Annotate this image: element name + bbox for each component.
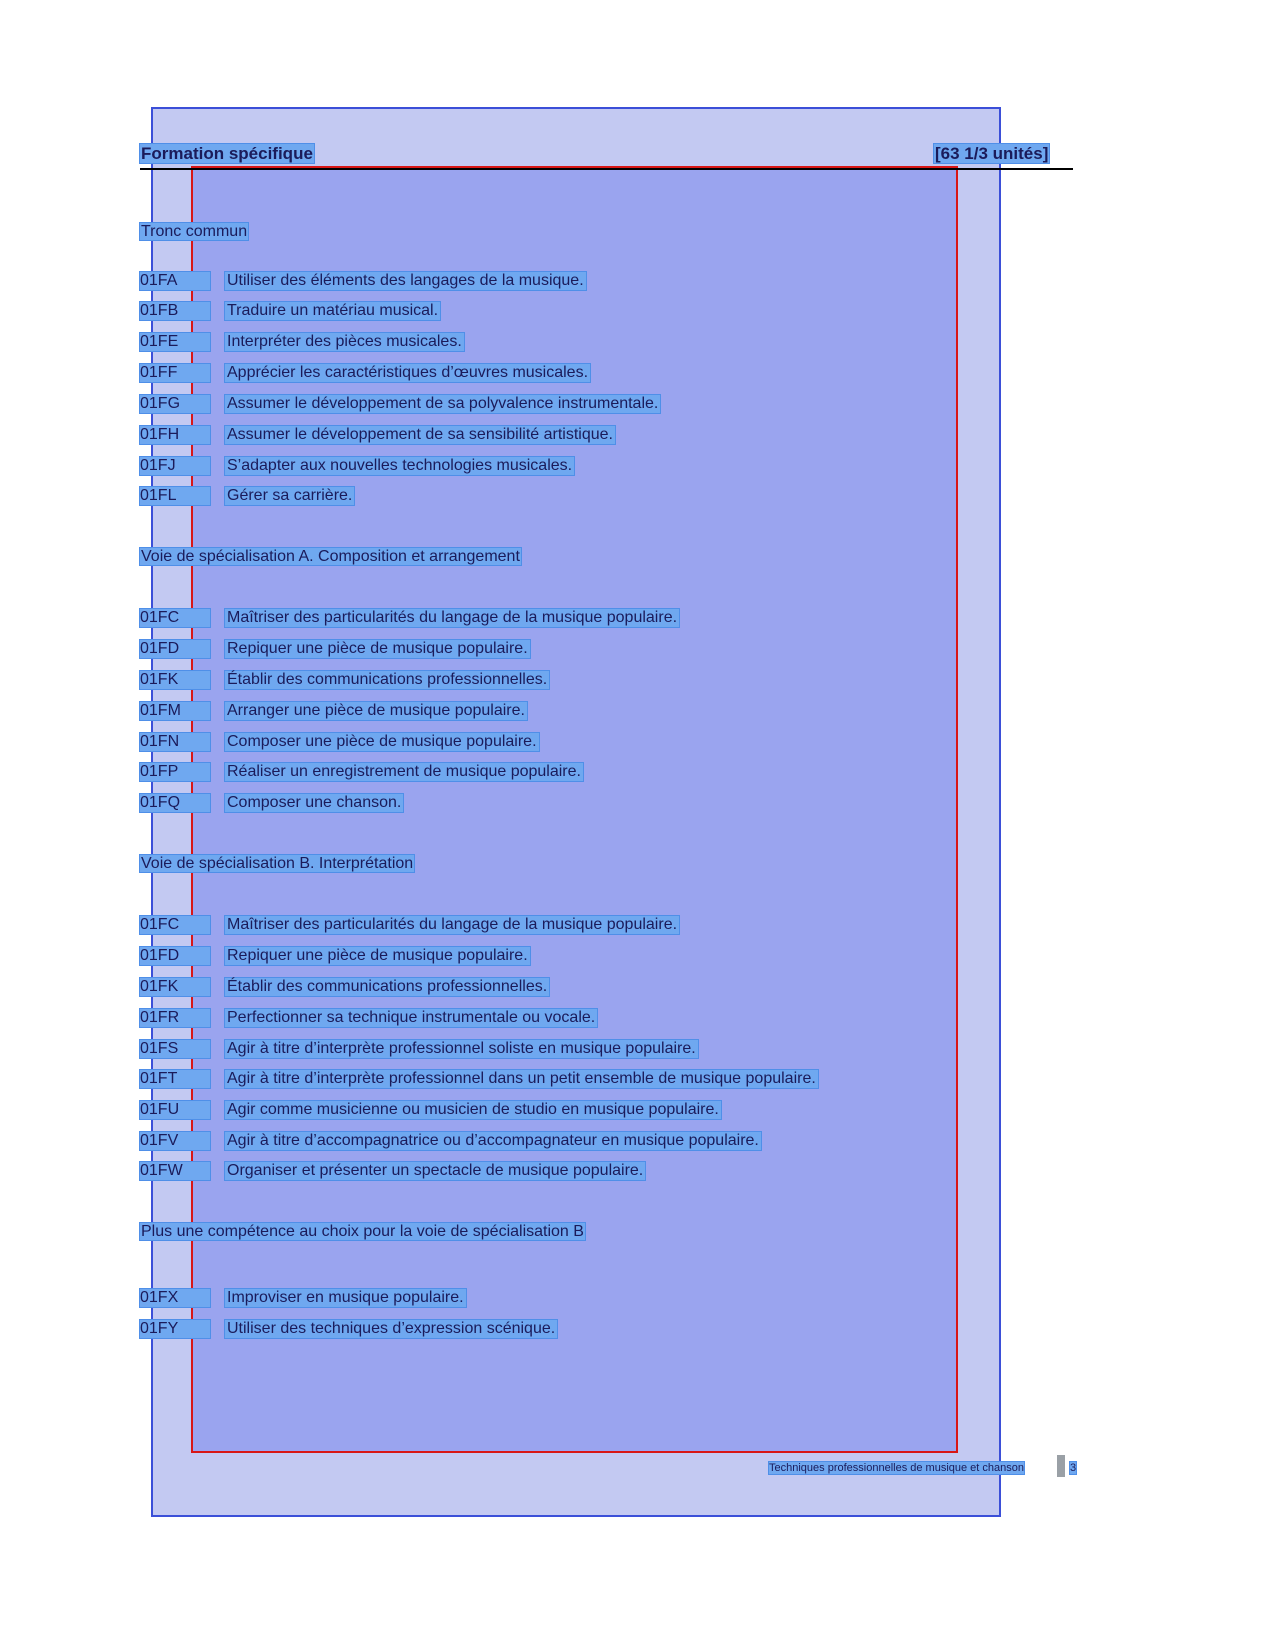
competency-code: 01FG <box>140 395 210 413</box>
competency-code: 01FT <box>140 1070 210 1088</box>
competency-code: 01FL <box>140 487 210 505</box>
competency-code: 01FD <box>140 947 210 965</box>
page-title-text: Formation spécifique <box>141 144 313 163</box>
competency-row[interactable] <box>140 302 440 322</box>
competency-label: Assumer le développement de sa sensibilité artistique. <box>227 426 613 443</box>
competency-row[interactable] <box>140 272 586 292</box>
competency-label: Repiquer une pièce de musique populaire. <box>227 947 528 964</box>
competency-label: Assumer le développement de sa polyvalence instrumentale. <box>227 395 659 412</box>
competency-row[interactable] <box>140 1101 721 1121</box>
competency-label: Utiliser des techniques d’expression scénique. <box>227 1320 556 1337</box>
section-heading-voie-a: Voie de spécialisation A. Composition et arrangement <box>141 548 520 565</box>
competency-label: Composer une chanson. <box>227 794 402 811</box>
competency-row[interactable] <box>140 1320 557 1340</box>
footer-text: Techniques professionnelles de musique et chanson <box>769 1462 1024 1474</box>
competency-code: 01FR <box>140 1009 210 1027</box>
competency-label: Agir à titre d’interprète professionnel dans un petit ensemble de musique populaire. <box>227 1070 816 1087</box>
competency-label: Établir des communications professionnelles. <box>227 671 548 688</box>
header-divider <box>140 168 1073 170</box>
competency-code: 01FK <box>140 671 210 689</box>
competency-code: 01FK <box>140 978 210 996</box>
competency-row[interactable] <box>140 1009 597 1029</box>
competency-label: Apprécier les caractéristiques d’œuvres musicales. <box>227 364 589 381</box>
competency-label: Utiliser des éléments des langages de la musique. <box>227 272 584 289</box>
competency-label: Interpréter des pièces musicales. <box>227 333 462 350</box>
competency-row[interactable] <box>140 457 574 477</box>
competency-row[interactable] <box>140 947 530 967</box>
competency-code: 01FX <box>140 1289 210 1307</box>
competency-row[interactable] <box>140 702 527 722</box>
competency-row[interactable] <box>140 640 530 660</box>
competency-label: Réaliser un enregistrement de musique populaire. <box>227 763 581 780</box>
competency-row[interactable] <box>140 333 464 353</box>
competency-code: 01FC <box>140 916 210 934</box>
competency-label: Gérer sa carrière. <box>227 487 353 504</box>
competency-row[interactable] <box>140 1040 698 1060</box>
competency-code: 01FP <box>140 763 210 781</box>
competency-code: 01FY <box>140 1320 210 1338</box>
competency-label: Composer une pièce de musique populaire. <box>227 733 537 750</box>
competency-label: Établir des communications professionnelles. <box>227 978 548 995</box>
scrollbar-handle[interactable] <box>1057 1455 1065 1477</box>
units-badge <box>934 145 1049 163</box>
competency-label: Improviser en musique populaire. <box>227 1289 464 1306</box>
competency-label: Maîtriser des particularités du langage de la musique populaire. <box>227 916 678 933</box>
competency-label: S’adapter aux nouvelles technologies musicales. <box>227 457 573 474</box>
competency-code: 01FU <box>140 1101 210 1119</box>
competency-row[interactable] <box>140 916 679 936</box>
competency-code: 01FH <box>140 426 210 444</box>
competency-code: 01FC <box>140 609 210 627</box>
competency-code: 01FS <box>140 1040 210 1058</box>
competency-row[interactable] <box>140 671 549 691</box>
competency-code: 01FJ <box>140 457 210 475</box>
section-heading-competence-au-choix: Plus une compétence au choix pour la voie de spécialisation B <box>141 1223 584 1240</box>
competency-label: Maîtriser des particularités du langage de la musique populaire. <box>227 609 678 626</box>
competency-code: 01FM <box>140 702 210 720</box>
footer <box>769 1462 1024 1474</box>
competency-code: 01FB <box>140 302 210 320</box>
competency-row[interactable] <box>140 763 583 783</box>
section-heading-tronc-commun: Tronc commun <box>141 223 248 240</box>
competency-label: Organiser et présenter un spectacle de musique populaire. <box>227 1162 644 1179</box>
competency-code: 01FE <box>140 333 210 351</box>
competency-row[interactable] <box>140 609 679 629</box>
competency-row[interactable] <box>140 364 590 384</box>
competency-code: 01FV <box>140 1132 210 1150</box>
competency-row[interactable] <box>140 978 549 998</box>
competency-code: 01FQ <box>140 794 210 812</box>
competency-row[interactable] <box>140 1162 645 1182</box>
competency-label: Traduire un matériau musical. <box>227 302 439 319</box>
competency-code: 01FN <box>140 733 210 751</box>
units-text: [63 1/3 unités] <box>935 144 1049 163</box>
page-title <box>140 145 314 163</box>
competency-label: Arranger une pièce de musique populaire. <box>227 702 525 719</box>
competency-label: Agir comme musicienne ou musicien de studio en musique populaire. <box>227 1101 719 1118</box>
competency-code: 01FW <box>140 1162 210 1180</box>
competency-row[interactable] <box>140 1132 761 1152</box>
competency-code: 01FA <box>140 272 210 290</box>
competency-code: 01FD <box>140 640 210 658</box>
competency-row[interactable] <box>140 395 660 415</box>
competency-row[interactable] <box>140 1070 818 1090</box>
page-number: 3 <box>1070 1462 1077 1474</box>
competency-row[interactable] <box>140 794 403 814</box>
competency-row[interactable] <box>140 1289 466 1309</box>
competency-row[interactable] <box>140 733 539 753</box>
competency-row[interactable] <box>140 426 615 446</box>
competency-label: Repiquer une pièce de musique populaire. <box>227 640 528 657</box>
competency-label: Agir à titre d’accompagnatrice ou d’accompagnateur en musique populaire. <box>227 1132 759 1149</box>
section-heading-voie-b: Voie de spécialisation B. Interprétation <box>141 855 414 872</box>
competency-row[interactable] <box>140 487 354 507</box>
competency-label: Perfectionner sa technique instrumentale ou vocale. <box>227 1009 596 1026</box>
competency-label: Agir à titre d’interprète professionnel soliste en musique populaire. <box>227 1040 696 1057</box>
competency-code: 01FF <box>140 364 210 382</box>
